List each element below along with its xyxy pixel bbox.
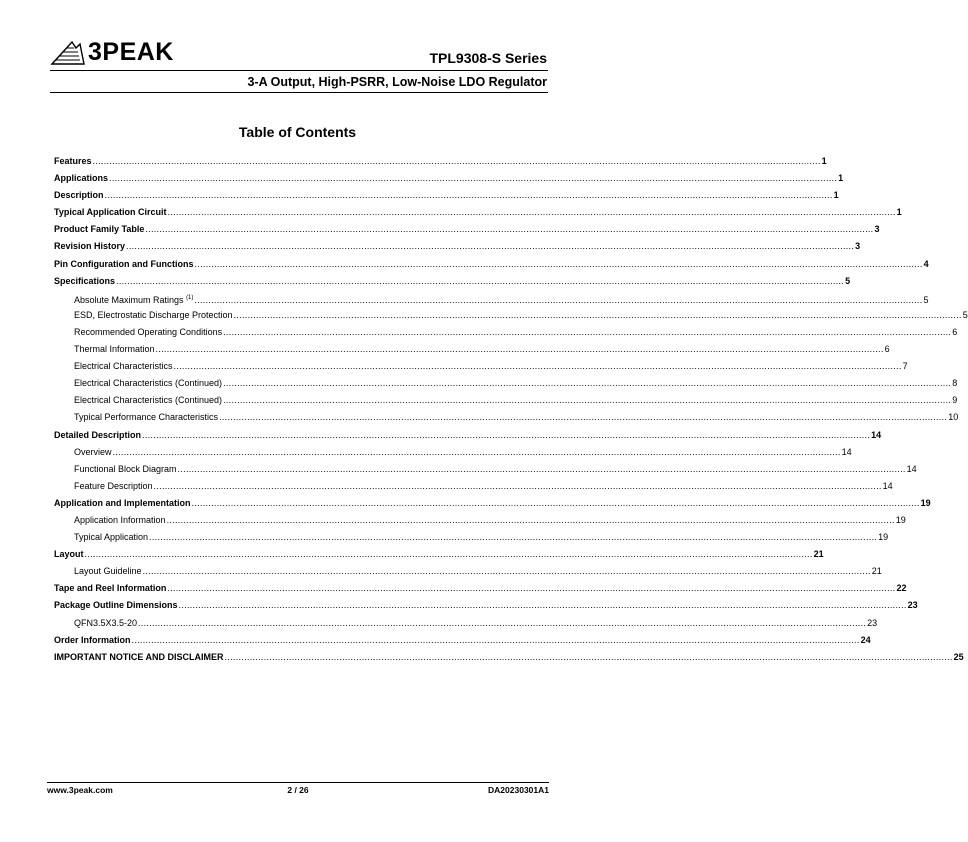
header-rule [50, 70, 548, 71]
toc-entry-label [74, 514, 166, 527]
toc-entry-page: 7 [902, 361, 908, 372]
toc-entry-label-text: Order Information [54, 634, 131, 645]
toc-entry-label [54, 582, 166, 595]
toc-entry-label [54, 429, 141, 442]
footer-rule [47, 782, 549, 783]
toc-entry-page: 25 [953, 651, 964, 662]
toc-entry[interactable] [54, 582, 907, 599]
toc-entry-label [74, 411, 218, 424]
toc-entry-page: 21 [813, 549, 824, 560]
toc-entry[interactable] [54, 189, 839, 206]
toc-entry-page: 6 [884, 344, 890, 355]
toc-entry[interactable] [54, 343, 890, 360]
toc-entry-page: 4 [923, 258, 929, 269]
toc-entry[interactable] [54, 446, 852, 463]
toc-entry[interactable] [54, 480, 893, 497]
toc-leader-dots: .................................................................................................................................................................................................................................................................... [153, 480, 882, 491]
toc-entry[interactable] [54, 599, 918, 616]
toc-entry-footnote: (1) [186, 294, 194, 301]
subtitle-rule [50, 92, 548, 93]
toc-entry-label-text: Layout Guideline [74, 566, 142, 577]
toc-leader-dots: .................................................................................................................................................................................................................................................................... [126, 241, 855, 252]
toc-entry-label [54, 206, 167, 219]
toc-leader-dots: .................................................................................................................................................................................................................................................................... [92, 156, 821, 166]
toc-entry[interactable] [54, 240, 861, 257]
toc-entry-label-text: Features [54, 156, 92, 166]
toc-entry-label [74, 309, 233, 322]
toc-entry[interactable] [54, 531, 889, 548]
toc-entry-page: 10 [948, 412, 959, 423]
toc-entry-label [54, 275, 115, 288]
toc-entry[interactable] [54, 651, 964, 668]
toc-entry-label-text: Pin Configuration and Functions [54, 258, 194, 269]
toc-entry-page: 22 [896, 583, 907, 594]
company-logo [50, 36, 185, 68]
toc-leader-dots: .................................................................................................................................................................................................................................................................... [173, 361, 902, 372]
toc-entry-label [54, 258, 194, 271]
toc-entry-label [54, 155, 92, 168]
toc-entry-page: 9 [952, 395, 958, 406]
toc-entry-label-text: Specifications [54, 275, 116, 286]
toc-entry-page: 24 [860, 634, 871, 645]
toc-entry[interactable] [54, 548, 824, 565]
toc-entry-label-text: Revision History [54, 241, 126, 252]
toc-leader-dots: .................................................................................................................................................................................................................................................................... [142, 566, 871, 577]
toc-entry-label-text: ESD, Electrostatic Discharge Protection [74, 309, 233, 320]
toc-entry-label-text: Functional Block Diagram [74, 463, 177, 474]
toc-leader-dots: .................................................................................................................................................................................................................................................................... [191, 497, 920, 508]
toc-entry-label-text: QFN3.5X3.5-20 [74, 617, 138, 628]
toc-entry-label [74, 394, 222, 407]
toc-entry[interactable] [54, 326, 958, 343]
toc-entry-label [54, 548, 84, 561]
toc-entry-page: 8 [952, 378, 958, 389]
toc-entry-label [54, 651, 224, 664]
toc-entry-label [54, 172, 108, 185]
toc-leader-dots: .................................................................................................................................................................................................................................................................... [177, 463, 906, 474]
toc-entry-label [54, 189, 104, 202]
toc-entry[interactable] [54, 411, 959, 428]
logo-text: 3PEAK [88, 38, 174, 66]
toc-title: Table of Contents [238, 124, 357, 140]
toc-entry[interactable] [54, 309, 968, 326]
toc-leader-dots: .................................................................................................................................................................................................................................................................... [145, 224, 874, 235]
toc-entry-label-text: Product Family Table [54, 224, 145, 235]
toc-entry-label-text: Typical Application [74, 532, 149, 543]
toc-leader-dots: .................................................................................................................................................................................................................................................................... [155, 344, 884, 355]
toc-entry-label [54, 240, 125, 253]
toc-entry-label [74, 343, 155, 356]
toc-entry-page: 14 [841, 446, 852, 457]
toc-entry-page: 1 [838, 173, 844, 184]
toc-leader-dots: .................................................................................................................................................................................................................................................................... [223, 378, 952, 389]
toc-entry-label [74, 292, 193, 307]
toc-entry[interactable] [54, 206, 902, 223]
toc-entry-label-text: Tape and Reel Information [54, 583, 167, 594]
toc-entry-page: 3 [855, 241, 861, 252]
toc-entry[interactable] [54, 377, 958, 394]
toc-entry-page: 1 [896, 207, 902, 218]
toc-entry-page: 6 [952, 326, 958, 337]
toc-leader-dots: .................................................................................................................................................................................................................................................................... [233, 309, 962, 320]
toc-entry[interactable] [54, 258, 929, 275]
toc-entry-label [74, 531, 148, 544]
toc-leader-dots: .................................................................................................................................................................................................................................................................... [167, 207, 896, 218]
toc-leader-dots: .................................................................................................................................................................................................................................................................... [223, 326, 952, 337]
toc-entry-label [74, 480, 153, 493]
toc-leader-dots: .................................................................................................................................................................................................................................................................... [223, 395, 952, 406]
toc-entry[interactable] [54, 514, 906, 531]
toc-entry-page: 5 [923, 294, 929, 305]
toc-entry-label-text: Layout [54, 549, 84, 560]
toc-entry-label [74, 446, 112, 459]
toc-leader-dots: .................................................................................................................................................................................................................................................................... [138, 617, 867, 628]
toc-entry[interactable] [54, 429, 882, 446]
toc-entry[interactable] [54, 275, 851, 292]
product-subtitle: 3-A Output, High-PSRR, Low-Noise LDO Regulator [247, 75, 547, 89]
toc-entry-page: 19 [895, 514, 906, 525]
toc-entry-label-text: Electrical Characteristics [74, 361, 173, 372]
toc-leader-dots: .................................................................................................................................................................................................................................................................... [194, 258, 923, 269]
toc-leader-dots: .................................................................................................................................................................................................................................................................... [142, 429, 871, 440]
toc-leader-dots: .................................................................................................................................................................................................................................................................... [109, 173, 838, 184]
toc-entry-label [54, 599, 178, 612]
toc-entry-label [54, 497, 191, 510]
toc-entry-label-text: Thermal Information [74, 344, 155, 355]
toc-leader-dots: .................................................................................................................................................................................................................................................................... [178, 600, 907, 611]
toc-entry[interactable] [54, 172, 844, 189]
toc-entry[interactable] [54, 360, 908, 377]
toc-entry-label [74, 565, 142, 578]
toc-entry-label-text: Description [54, 190, 104, 201]
toc-entry-label [54, 223, 144, 236]
toc-entry[interactable] [54, 463, 917, 480]
toc-entry-label [74, 360, 173, 373]
toc-leader-dots: .................................................................................................................................................................................................................................................................... [194, 294, 923, 305]
toc-entry-page: 1 [833, 190, 839, 201]
toc-entry-label [74, 463, 177, 476]
toc-entry-label [74, 326, 222, 339]
toc-entry-label-text: IMPORTANT NOTICE AND DISCLAIMER [54, 651, 224, 662]
toc-leader-dots: .................................................................................................................................................................................................................................................................... [131, 634, 860, 645]
toc-leader-dots: .................................................................................................................................................................................................................................................................... [219, 412, 948, 423]
toc-entry-page: 14 [882, 480, 893, 491]
toc-entry-page: 19 [920, 497, 931, 508]
toc-entry[interactable] [54, 155, 827, 172]
toc-entry-label-text: Recommended Operating Conditions [74, 326, 223, 337]
table-of-contents [54, 155, 968, 668]
toc-entry-page: 5 [845, 275, 851, 286]
toc-entry[interactable] [54, 617, 878, 634]
toc-leader-dots: .................................................................................................................................................................................................................................................................... [116, 275, 845, 286]
toc-entry-page: 5 [962, 309, 968, 320]
toc-leader-dots: .................................................................................................................................................................................................................................................................... [166, 514, 895, 525]
toc-leader-dots: .................................................................................................................................................................................................................................................................... [149, 532, 878, 543]
toc-leader-dots: .................................................................................................................................................................................................................................................................... [84, 549, 813, 560]
toc-entry-label [54, 634, 131, 647]
toc-leader-dots: .................................................................................................................................................................................................................................................................... [167, 583, 896, 594]
toc-entry-label-text: Electrical Characteristics (Continued) [74, 395, 223, 406]
toc-entry-page: 19 [878, 532, 889, 543]
toc-entry-label-text: Detailed Description [54, 429, 142, 440]
toc-entry-page: 3 [874, 224, 880, 235]
toc-entry-label [74, 377, 222, 390]
toc-entry-page: 14 [871, 429, 882, 440]
toc-entry-page: 1 [821, 156, 827, 166]
toc-entry[interactable] [54, 565, 882, 582]
toc-leader-dots: .................................................................................................................................................................................................................................................................... [104, 190, 833, 201]
toc-entry-label-text: Typical Application Circuit [54, 207, 167, 218]
toc-entry-page: 23 [867, 617, 878, 628]
toc-entry-label-text: Typical Performance Characteristics [74, 412, 219, 423]
mountain-logo-icon [50, 36, 86, 66]
toc-entry-label-text: Absolute Maximum Ratings [74, 294, 184, 305]
page-footer [47, 785, 549, 795]
toc-entry-label [74, 617, 137, 630]
toc-entry-label-text: Applications [54, 173, 109, 184]
toc-entry-label-text: Feature Description [74, 480, 153, 491]
toc-entry-label-text: Application Information [74, 514, 166, 525]
toc-leader-dots: .................................................................................................................................................................................................................................................................... [112, 446, 841, 457]
toc-entry-label-text: Package Outline Dimensions [54, 600, 178, 611]
page-header [0, 0, 595, 100]
footer-page-number: 2 / 26 [287, 785, 309, 795]
toc-entry-page: 21 [871, 566, 882, 577]
toc-entry[interactable] [54, 292, 929, 309]
toc-entry[interactable] [54, 394, 958, 411]
toc-entry-label-text: Overview [74, 446, 112, 457]
toc-entry[interactable] [54, 634, 871, 651]
toc-entry-label-text: Application and Implementation [54, 497, 191, 508]
toc-entry[interactable] [54, 223, 880, 240]
toc-entry-page: 14 [906, 463, 917, 474]
product-series: TPL9308-S Series [429, 50, 547, 66]
toc-entry-page: 23 [907, 600, 918, 611]
toc-entry-label-text: Electrical Characteristics (Continued) [74, 378, 223, 389]
footer-doc-code: DA20230301A1 [488, 785, 549, 795]
toc-entry[interactable] [54, 497, 931, 514]
footer-website[interactable]: www.3peak.com [47, 785, 113, 795]
toc-leader-dots: .................................................................................................................................................................................................................................................................... [224, 651, 953, 662]
